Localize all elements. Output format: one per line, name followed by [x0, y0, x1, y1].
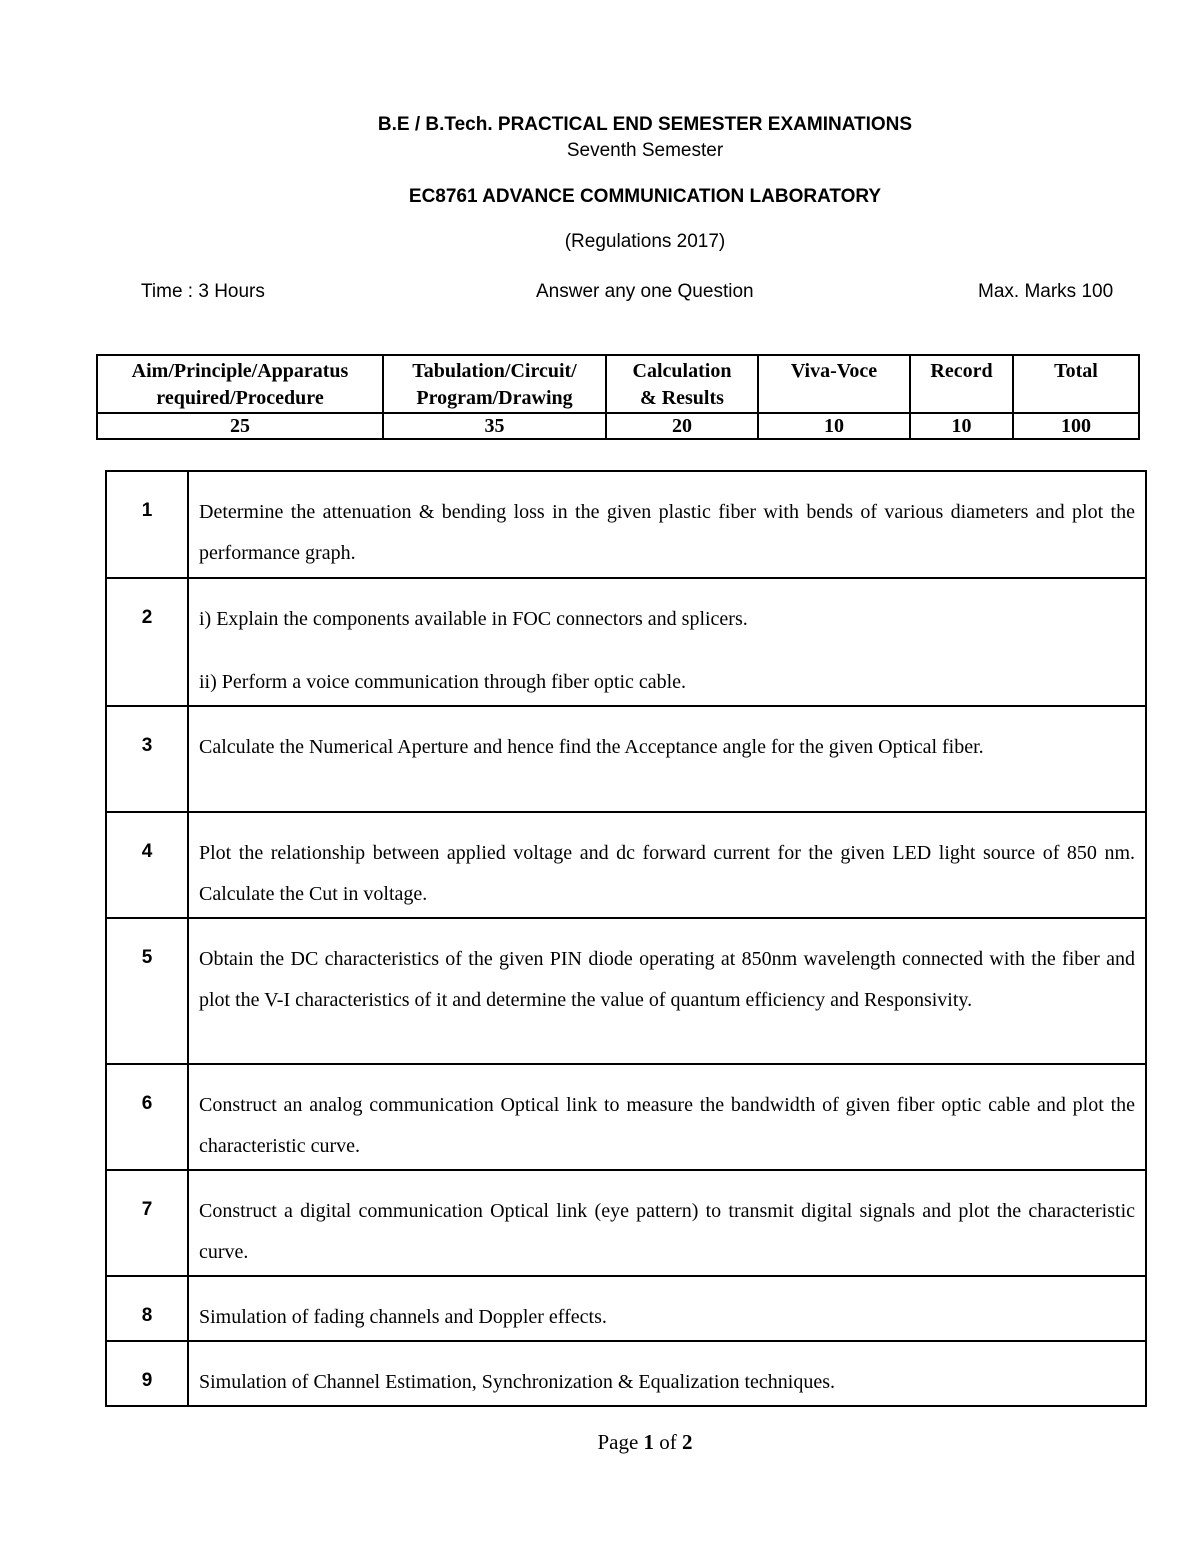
question-number: 3 [106, 706, 188, 812]
marks-value-cell: 25 [97, 413, 383, 439]
of-word: of [659, 1430, 677, 1454]
question-row [106, 1276, 1146, 1341]
question-row [106, 1170, 1146, 1276]
question-row [106, 918, 1146, 1064]
header-line: Aim/Principle/Apparatus [131, 360, 349, 382]
question-text [188, 812, 1146, 918]
max-marks: Max. Marks 100 [978, 281, 1114, 302]
marks-value-cell: 35 [383, 413, 606, 439]
header-line: Calculation [632, 360, 732, 382]
question-paragraph: Construct a digital communication Optical link (eye pattern) to transmit digital signals and plot the characteristic curve. [199, 1200, 1135, 1263]
marks-value-row [97, 413, 1139, 439]
header-line: required/Procedure [156, 387, 324, 409]
header-line: Viva-Voce [790, 360, 878, 382]
marks-header-cell [97, 355, 383, 413]
marks-value-cell: 10 [910, 413, 1013, 439]
question-paragraph: Determine the attenuation & bending loss in the given plastic fiber with bends of various diameters and plot the performance graph. [199, 501, 1135, 564]
question-text [188, 578, 1146, 706]
question-paragraph: Construct an analog communication Optical link to measure the bandwidth of given fiber optic cable and plot the characteristic curve. [199, 1094, 1135, 1157]
question-paragraph: Plot the relationship between applied voltage and dc forward current for the given LED light source of 850 nm. Calculate the Cut in voltage. [199, 842, 1135, 905]
marks-value-cell: 100 [1013, 413, 1139, 439]
marks-header-cell [606, 355, 758, 413]
question-text [188, 1276, 1146, 1341]
page-footer [0, 1430, 1200, 1455]
question-number: 7 [106, 1170, 188, 1276]
question-number: 2 [106, 578, 188, 706]
question-row [106, 812, 1146, 918]
question-paragraph: i) Explain the components available in FOC connectors and splicers. [199, 608, 748, 630]
question-text [188, 706, 1146, 812]
page-current: 1 [643, 1430, 655, 1454]
exam-time: Time : 3 Hours [141, 281, 265, 302]
page-total: 2 [682, 1430, 693, 1454]
header-line: Record [930, 360, 993, 382]
header-line: Tabulation/Circuit/ [412, 360, 577, 382]
question-text [188, 1064, 1146, 1170]
question-paragraph: Simulation of fading channels and Doppler effects. [199, 1306, 607, 1328]
question-text [188, 1341, 1146, 1406]
page-word: Page [597, 1430, 639, 1454]
question-number: 9 [106, 1341, 188, 1406]
question-row [106, 471, 1146, 578]
course-title: EC8761 ADVANCE COMMUNICATION LABORATORY [408, 186, 882, 207]
questions-table [105, 470, 1147, 1407]
question-row [106, 1064, 1146, 1170]
question-number: 5 [106, 918, 188, 1064]
instruction: Answer any one Question [536, 281, 754, 302]
marks-value-cell: 20 [606, 413, 758, 439]
marks-header-cell [910, 355, 1013, 413]
question-paragraph: Obtain the DC characteristics of the given PIN diode operating at 850nm wavelength connected with the fiber and plot the V-I characteristics of it and determine the value of quantum efficiency and Responsivity. [199, 948, 1135, 1011]
question-paragraph: Calculate the Numerical Aperture and hence find the Acceptance angle for the given Optical fiber. [199, 736, 984, 758]
question-row [106, 1341, 1146, 1406]
marks-value-cell: 10 [758, 413, 910, 439]
question-row [106, 706, 1146, 812]
question-text [188, 1170, 1146, 1276]
question-row [106, 578, 1146, 706]
header-line: & Results [640, 387, 724, 409]
exam-title: B.E / B.Tech. PRACTICAL END SEMESTER EXAMINATIONS [377, 114, 913, 135]
header-line: Program/Drawing [416, 387, 573, 409]
semester: Seventh Semester [566, 140, 724, 161]
question-paragraph: Simulation of Channel Estimation, Synchronization & Equalization techniques. [199, 1371, 835, 1393]
question-text [188, 918, 1146, 1064]
question-text [188, 471, 1146, 578]
marks-header-row [97, 355, 1139, 413]
marks-header-cell [1013, 355, 1139, 413]
marks-distribution-table [96, 354, 1140, 440]
marks-header-cell [383, 355, 606, 413]
question-number: 1 [106, 471, 188, 578]
question-paragraph: ii) Perform a voice communication through fiber optic cable. [199, 671, 687, 693]
marks-header-cell [758, 355, 910, 413]
regulations: (Regulations 2017) [564, 231, 726, 252]
question-number: 4 [106, 812, 188, 918]
question-number: 6 [106, 1064, 188, 1170]
header-line: Total [1054, 360, 1098, 382]
question-number: 8 [106, 1276, 188, 1341]
